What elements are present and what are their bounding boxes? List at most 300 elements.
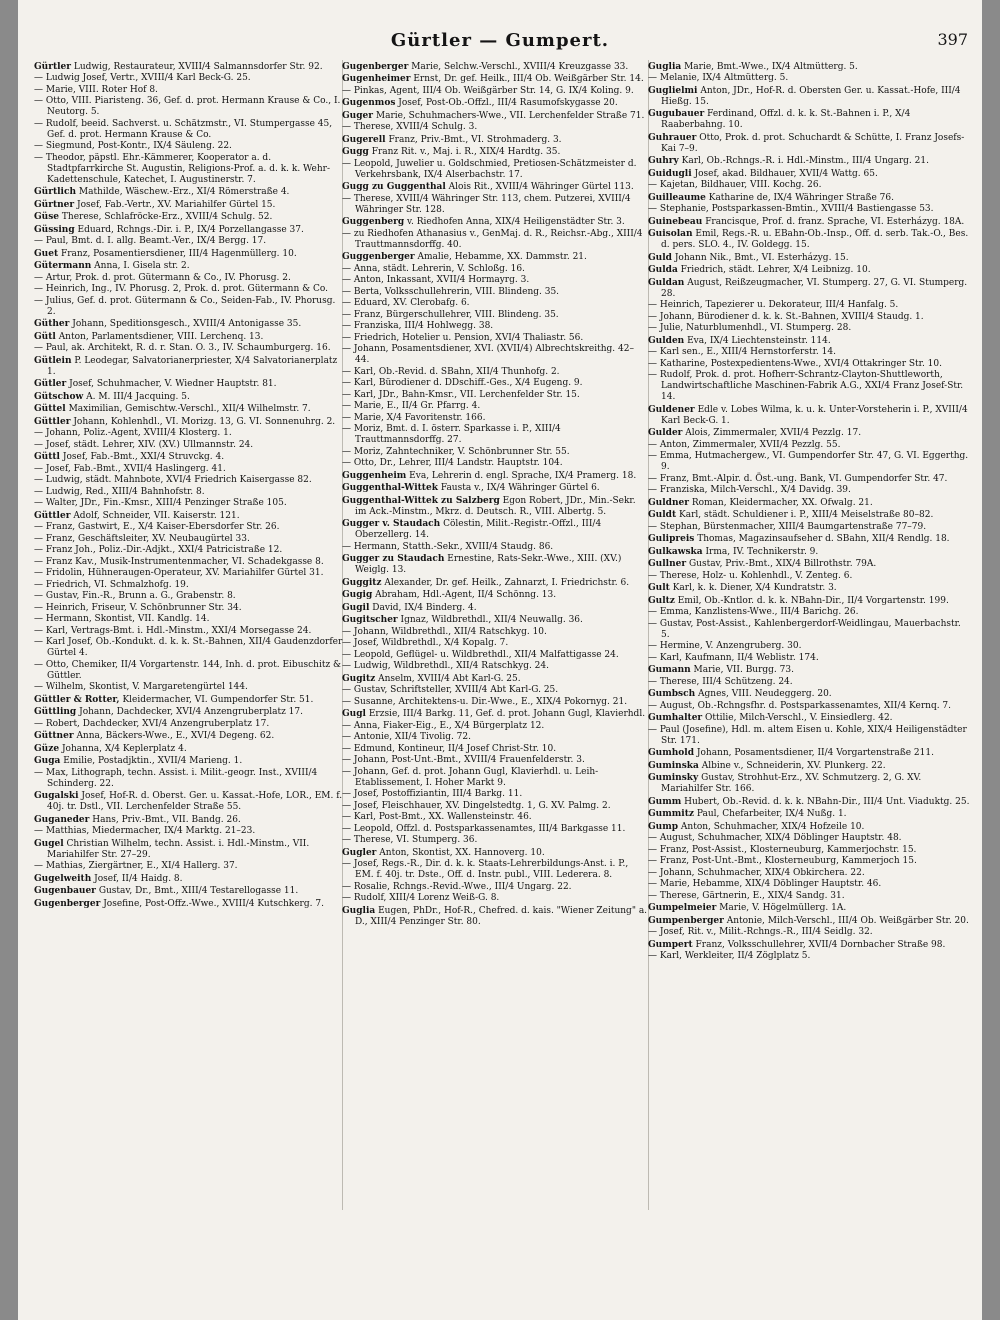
directory-entry — [648, 217, 970, 228]
entry-details: Eva, IX/4 Liechtensteinstr. 114. — [687, 335, 831, 346]
directory-entry — [342, 697, 648, 708]
directory-entry — [648, 534, 970, 545]
entry-surname: Gultz — [648, 595, 675, 606]
directory-entry — [648, 713, 970, 724]
directory-entry — [34, 534, 344, 545]
entry-details: — Artur, Prok. d. prot. Gütermann & Co., IV. Phorusg. 2. — [34, 272, 291, 283]
entry-details: Josef, II/4 Haidg. 8. — [94, 873, 183, 884]
directory-entry — [648, 359, 970, 370]
entry-details: — Therese, XVIII/4 Währinger Str. 113, chem. Putzerei, XVIII/4 Währinger Str. 128. — [342, 193, 631, 215]
directory-entry — [34, 522, 344, 533]
entry-details: Gustav, Strohhut-Erz., XV. Schmutzerg. 2, G. XV. Mariahilfer Str. 166. — [661, 773, 922, 794]
directory-entry — [342, 859, 648, 881]
entry-details: Ludwig, Restaurateur, XVIII/4 Salmannsdorfer Str. 92. — [73, 61, 323, 72]
entry-surname: Gummitz — [648, 809, 694, 819]
entry-details: — Paul, ak. Architekt, R. d. r. Stan. O. 3., IV. Schaumburgerg. 16. — [34, 343, 331, 353]
directory-entry — [342, 367, 648, 378]
entry-details: Franz, Posamentiersdiener, III/4 Hagenmüllerg. 10. — [61, 248, 297, 259]
entry-details: — Paul, Bmt. d. I. allg. Beamt.-Ver., IX/4 Bergg. 17. — [34, 236, 267, 246]
directory-entry — [34, 591, 344, 602]
entry-details: — Gustav, Schriftsteller, XVIII/4 Abt Karl-G. 25. — [342, 685, 559, 695]
directory-entry — [34, 707, 344, 718]
directory-entry — [34, 319, 344, 330]
directory-entry — [34, 85, 344, 96]
entry-surname: Gugg zu Guggenthal — [342, 182, 446, 192]
directory-entry — [34, 545, 344, 556]
entry-details: — Franz Kav., Musik-Instrumentenmacher, VI. Schadekgasse 8. — [34, 556, 324, 567]
entry-details: — Leopold, Offzl. d. Postsparkassenamtes, III/4 Barkgasse 11. — [342, 823, 626, 834]
directory-entry — [342, 483, 648, 494]
entry-details: Anton, Schuhmacher, XIX/4 Hofzeile 10. — [680, 821, 865, 832]
entry-surname: Güttel — [34, 404, 66, 414]
directory-entry — [648, 725, 970, 747]
entry-details: Franz, Volksschullehrer, XVII/4 Dornbacher Straße 98. — [695, 939, 946, 950]
entry-details: — Josef, städt. Lehrer, XIV. (XV.) Ullmannstr. 24. — [34, 439, 254, 450]
directory-entry — [34, 200, 344, 211]
entry-surname: Guidugli — [648, 168, 692, 179]
entry-surname: Güttler — [34, 510, 71, 521]
entry-details: Josefine, Post-Offz.-Wwe., XVIII/4 Kutschkerg. 7. — [103, 898, 324, 909]
directory-entry — [648, 665, 970, 676]
directory-entry — [34, 826, 344, 837]
entry-details: — Ludwig, Wildbrethdl., XII/4 Ratschkyg. 24. — [342, 661, 549, 671]
directory-entry — [34, 428, 344, 439]
entry-details: — Otto, Dr., Lehrer, III/4 Landstr. Hauptstr. 104. — [342, 458, 563, 468]
entry-surname: Guminsky — [648, 773, 699, 783]
directory-entry — [648, 797, 970, 808]
entry-details: — Susanne, Architektens-u. Dir.-Wwe., E., XIX/4 Pokornyg. 21. — [342, 696, 628, 707]
entry-surname: Guglia — [342, 905, 376, 916]
entry-surname: Gugitscher — [342, 615, 398, 625]
entry-surname: Gumbsch — [648, 689, 696, 699]
entry-details: — Theodor, päpstl. Ehr.-Kämmerer, Kooperator a. d. Stadtpfarrkirche St. Augustin, Religions-Prof. a. d. k. k. Wehr-Kadettenschule, Katechet, I. Augustinerstr. 7. — [34, 152, 331, 185]
directory-entry — [34, 273, 344, 284]
directory-entry — [342, 674, 648, 685]
directory-entry — [342, 287, 648, 298]
entry-details: — Ludwig, städt. Mahnbote, XVI/4 Friedrich Kaisergasse 82. — [34, 475, 312, 485]
directory-entry — [342, 62, 648, 73]
entry-surname: Guld — [648, 252, 672, 263]
entry-details: — Kajetan, Bildhauer, VIII. Kochg. 26. — [648, 180, 822, 190]
entry-surname: Gugler — [342, 847, 377, 858]
entry-surname: Gumpelmeier — [648, 903, 717, 913]
entry-surname: Guldan — [648, 277, 685, 288]
directory-entry — [34, 141, 344, 152]
directory-entry — [342, 264, 648, 275]
entry-surname: Gütlein — [34, 355, 72, 366]
directory-entry — [342, 590, 648, 601]
entry-details: Roman, Kleidermacher, XX. Ofwalg. 21. — [691, 497, 873, 508]
directory-entry — [34, 682, 344, 693]
entry-details: August, Reißzeugmacher, VI. Stumperg. 27, G. VI. Stumperg. 28. — [661, 277, 968, 299]
directory-entry — [34, 475, 344, 486]
entry-details: Christian Wilhelm, techn. Assist. i. Hdl.-Minstm., VII. Mariahilfer Str. 27–29. — [47, 838, 310, 860]
directory-entry — [648, 474, 970, 485]
directory-entry — [648, 347, 970, 358]
directory-entry — [648, 193, 970, 204]
entry-surname: Guisolan — [648, 229, 693, 239]
entry-details: — Karl Josef, Ob.-Kondukt. d. k. k. St.-Bahnen, XII/4 Gaudenzdorfer Gürtel 4. — [34, 637, 343, 658]
entry-details: Emil, Regs.-R. u. EBahn-Ob.-Insp., Off. d. serb. Tak.-O., Bes. d. pers. SLO. 4., IV. Goldegg. 15. — [661, 229, 969, 250]
entry-details: — Eduard, XV. Clerobafg. 6. — [342, 298, 470, 308]
entry-details: — Stephanie, Postsparkassen-Bmtin., XVIII/4 Bastiengasse 53. — [648, 204, 934, 214]
directory-entry — [342, 578, 648, 589]
entry-details: Thomas, Magazinsaufseher d. SBahn, XII/4 Rendlg. 18. — [697, 534, 950, 544]
entry-details: Franz Rit. v., Maj. i. R., XIX/4 Hardtg. 35. — [371, 147, 561, 157]
entry-details: P. Leodegar, Salvatorianerpriester, X/4 Salvatorianerplatz 1. — [47, 355, 338, 377]
entry-surname: Gumhold — [648, 748, 695, 758]
directory-entry — [648, 253, 970, 264]
entry-details: — Therese, Holz- u. Kohlenhdl., V. Zenteg. 6. — [648, 570, 853, 581]
entry-details: — Josef, Fab.-Bmt., XVII/4 Haslingerg. 41. — [34, 463, 226, 474]
directory-entry — [648, 927, 970, 938]
directory-entry — [648, 916, 970, 927]
directory-entry — [648, 336, 970, 347]
directory-entry — [342, 217, 648, 228]
directory-entry — [648, 265, 970, 276]
directory-entry — [342, 542, 648, 553]
entry-details: — Heinrich, Ing., IV. Phorusg. 2, Prok. d. prot. Gütermann & Co. — [34, 284, 328, 294]
entry-surname: Guet — [34, 248, 59, 259]
directory-entry — [34, 96, 344, 118]
entry-surname: Guggenberger — [342, 252, 415, 262]
entry-details: Mathilde, Wäschew.-Erz., XI/4 Römerstraße 4. — [78, 187, 290, 197]
entry-surname: Güssing — [34, 224, 75, 235]
entry-details: Hans, Priv.-Bmt., VII. Bandg. 26. — [92, 814, 241, 825]
entry-surname: Gütermann — [34, 261, 92, 271]
entry-details: Eduard, Rchngs.-Dir. i. P., IX/4 Porzellangasse 37. — [77, 224, 304, 235]
entry-details: — Antonie, XII/4 Tivolig. 72. — [342, 732, 471, 742]
entry-details: — Josef, Rit. v., Milit.-Rchngs.-R., III/4 Seidlg. 32. — [648, 927, 873, 937]
entry-surname: Guhry — [648, 156, 679, 166]
entry-details: — Otto, Chemiker, II/4 Vorgartenstr. 144, Inh. d. prot. Eibuschitz & Güttler. — [34, 659, 342, 681]
entry-details: — Franz, Post-Unt.-Bmt., Klosterneuburg, Kammerjoch 15. — [648, 856, 917, 866]
entry-details: — Hermann, Skontist, VII. Kandlg. 14. — [34, 614, 210, 624]
directory-entry — [342, 298, 648, 309]
entry-details: — Anton, Zimmermaler, XVII/4 Pezzlg. 55. — [648, 439, 841, 450]
entry-details: Therese, Schlafröcke-Erz., XVIII/4 Schulg. 52. — [61, 212, 273, 222]
entry-details: Marie, Bmt.-Wwe., IX/4 Altmütterg. 5. — [684, 61, 858, 72]
entry-details: — Franz, Bmt.-Alpir. d. Öst.-ung. Bank, VI. Gumpendorfer Str. 47. — [648, 473, 948, 484]
entry-details: — Johann, Posamentsdiener, XVI. (XVII/4) Albrechtskreithg. 42–44. — [342, 344, 634, 365]
directory-entry — [342, 812, 648, 823]
entry-details: — Marie, E., II/4 Gr. Pfarrg. 4. — [342, 401, 481, 411]
directory-entry — [342, 496, 648, 518]
directory-entry — [34, 261, 344, 272]
entry-details: Eugen, PhDr., Hof-R., Chefred. d. kais. "Wiener Zeitung" a. D., XIII/4 Penzinger Str. 80. — [355, 905, 648, 927]
entry-details: Josef, Fab.-Bmt., XXI/4 Struvckg. 4. — [62, 452, 225, 462]
directory-entry — [648, 641, 970, 652]
entry-details: Erzsie, III/4 Barkg. 11, Gef. d. prot. Johann Gugl, Klavierhdl. — [368, 709, 646, 719]
directory-entry — [648, 180, 970, 191]
entry-surname: Guglielmi — [648, 85, 698, 96]
entry-details: Karl, Ob.-Rchngs.-R. i. Hdl.-Minstm., III/4 Ungarg. 21. — [681, 156, 929, 166]
entry-surname: Gulkawska — [648, 546, 703, 557]
entry-surname: Gütschow — [34, 391, 84, 402]
entry-details: — Edmund, Kontineur, II/4 Josef Christ-Str. 10. — [342, 743, 557, 754]
entry-surname: Güttling — [34, 707, 77, 717]
directory-entry — [34, 249, 344, 260]
entry-details: — Franz Joh., Poliz.-Dir.-Adjkt., XXI/4 Patricistraße 12. — [34, 545, 283, 555]
entry-details: Maximilian, Gemischtw.-Verschl., XII/4 Wilhelmstr. 7. — [68, 404, 311, 414]
entry-details: — Rosalie, Rchngs.-Revid.-Wwe., III/4 Ungarg. 22. — [342, 881, 572, 892]
entry-details: — Rudolf, XIII/4 Lorenz Weiß-G. 8. — [342, 893, 500, 903]
directory-entry — [34, 284, 344, 295]
entry-surname: Gugel — [34, 838, 64, 849]
directory-entry — [342, 194, 648, 216]
entry-surname: Gugig — [342, 590, 373, 600]
entry-surname: Gugger zu Staudach — [342, 554, 445, 564]
entry-details: — Gustav, Post-Assist., Kahlenbergerdorf-Weidlingau, Mauerbachstr. 5. — [648, 618, 961, 640]
directory-entry — [34, 404, 344, 415]
directory-entry — [342, 413, 648, 424]
entry-surname: Gugenmos — [342, 98, 396, 108]
directory-entry — [648, 809, 970, 820]
directory-entry — [342, 789, 648, 800]
entry-surname: Guilleaume — [648, 192, 706, 203]
entry-details: Karl, städt. Schuldiener i. P., XIII/4 Meiselstraße 80–82. — [678, 510, 934, 520]
directory-entry — [342, 848, 648, 859]
entry-details: — Karl, JDr., Bahn-Kmsr., VII. Lerchenfelder Str. 15. — [342, 389, 580, 400]
directory-entry — [342, 906, 648, 928]
entry-surname: Guldener — [648, 404, 695, 415]
directory-entry — [342, 603, 648, 614]
entry-details: — Johann, Post-Unt.-Bmt., XVIII/4 Frauenfelderstr. 3. — [342, 755, 585, 765]
entry-details: Fausta v., IX/4 Währinger Gürtel 6. — [440, 483, 600, 493]
directory-entry — [648, 583, 970, 594]
directory-entry — [342, 122, 648, 133]
entry-details: — Karl, Bürodiener d. DDschiff.-Ges., X/4 Eugeng. 9. — [342, 378, 583, 388]
entry-details: Friedrich, städt. Lehrer, X/4 Leibnizg. 10. — [680, 265, 871, 275]
entry-details: Alois Rit., XVIII/4 Währinger Gürtel 113. — [448, 182, 634, 192]
entry-surname: Güther — [34, 319, 70, 329]
directory-entry — [342, 321, 648, 332]
directory-entry — [34, 768, 344, 790]
entry-details: Anton, Parlamentsdiener, VIII. Lerchenq. 13. — [58, 331, 264, 342]
directory-entry — [34, 839, 344, 861]
directory-entry — [34, 440, 344, 451]
directory-entry — [342, 709, 648, 720]
entry-details: — Siegmund, Post-Kontr., IX/4 Säuleng. 22. — [34, 141, 232, 151]
entry-surname: Gulipreis — [648, 534, 695, 544]
directory-entry — [342, 554, 648, 576]
directory-entry — [648, 879, 970, 890]
entry-details: — Robert, Dachdecker, XVI/4 Anzengruberplatz 17. — [34, 718, 270, 729]
entry-details: David, IX/4 Binderg. 4. — [372, 602, 477, 613]
directory-entry — [342, 458, 648, 469]
entry-details: Johann, Posamentsdiener, II/4 Vorgartenstraße 211. — [696, 748, 934, 758]
entry-details: — Franziska, Milch-Verschl., X/4 Davidg. 39. — [648, 485, 851, 495]
directory-entry — [342, 767, 648, 789]
entry-details: — Therese, VI. Stumperg. 36. — [342, 835, 478, 845]
directory-entry — [342, 471, 648, 482]
directory-entry — [34, 392, 344, 403]
directory-entry — [342, 447, 648, 458]
directory-entry — [34, 187, 344, 198]
entry-details: Agnes, VIII. Neudeggerg. 20. — [698, 689, 832, 699]
directory-entry — [648, 405, 970, 427]
entry-details: — Johann, Bürodiener d. k. k. St.-Bahnen, XVIII/4 Staudg. 1. — [648, 311, 924, 322]
directory-entry — [34, 744, 344, 755]
entry-details: — Friedrich, VI. Schmalzhofg. 19. — [34, 579, 189, 590]
entry-details: Amalie, Hebamme, XX. Dammstr. 21. — [417, 252, 587, 262]
entry-details: — Franz, Post-Assist., Klosterneuburg, Kammerjochstr. 15. — [648, 844, 917, 855]
entry-surname: Gumpenberger — [648, 915, 724, 926]
entry-surname: Gugger v. Staudach — [342, 519, 441, 529]
entry-details: — Therese, XVIII/4 Schulg. 3. — [342, 122, 478, 132]
entry-surname: Gugelweith — [34, 873, 92, 884]
entry-details: Johann, Speditionsgesch., XVIII/4 Antonigasse 35. — [72, 319, 302, 329]
entry-surname: Gürtner — [34, 199, 75, 210]
entry-details: — Johann, Schuhmacher, XIX/4 Obkirchera. 22. — [648, 867, 865, 878]
entry-surname: Gugenberger — [34, 898, 101, 909]
entry-details: — Josef, Postoffiziantin, III/4 Barkg. 11. — [342, 789, 523, 799]
directory-entry — [648, 86, 970, 108]
directory-entry — [342, 310, 648, 321]
entry-surname: Güse — [34, 212, 60, 222]
page-number: 397 — [937, 30, 968, 49]
directory-entry — [342, 801, 648, 812]
directory-entry — [648, 845, 970, 856]
entry-surname: Guger — [342, 110, 373, 121]
directory-entry — [648, 868, 970, 879]
entry-surname: Guggenthal-Wittek zu Salzberg — [342, 495, 500, 506]
directory-entry — [34, 332, 344, 343]
entry-details: — Karl, Werkleiter, II/4 Zöglplatz 5. — [648, 951, 811, 961]
directory-entry — [342, 519, 648, 541]
entry-details: Irma, IV. Technikerstr. 9. — [705, 546, 819, 557]
entry-details: — Josef, Wildbrethdl., X/4 Kopalg. 7. — [342, 638, 509, 648]
entry-details: Alexander, Dr. gef. Heilk., Zahnarzt, I. Friedrichstr. 6. — [384, 577, 630, 588]
directory-entry — [34, 626, 344, 637]
entry-details: — Marie, VIII. Roter Hof 8. — [34, 84, 158, 95]
directory-entry — [342, 650, 648, 661]
entry-surname: Gumpert — [648, 939, 693, 950]
entry-details: — Karl, Ob.-Revid. d. SBahn, XII/4 Thunhofg. 2. — [342, 366, 560, 377]
entry-details: Johann, Dachdecker, XVI/4 Anzengruberplatz 17. — [79, 707, 303, 717]
entry-details: Egon Robert, JDr., Min.-Sekr. im Ack.-Minstm., Mkrz. d. Deutsch. R., VIII. Albertg. 5. — [355, 495, 636, 517]
entry-surname: Guhrauer — [648, 132, 697, 143]
entry-surname: Gugerell — [342, 134, 386, 145]
entry-details: — Berta, Volksschullehrerin, VIII. Blindeng. 35. — [342, 286, 560, 297]
entry-details: Adolf, Schneider, VII. Kaiserstr. 121. — [73, 510, 240, 521]
entry-surname: Güttner — [34, 731, 74, 741]
directory-entry — [648, 278, 970, 300]
entry-details: — Pinkas, Agent, III/4 Ob. Weißgärber Str. 14, G. IX/4 Koling. 9. — [342, 85, 634, 96]
entry-details: — Katharine, Postexpedientens-Wwe., XVI/4 Ottakringer Str. 10. — [648, 358, 942, 369]
entry-details: Gustav, Dr., Bmt., XIII/4 Testarellogasse 11. — [98, 886, 299, 896]
directory-entry — [34, 756, 344, 767]
directory-entry — [648, 169, 970, 180]
entry-details: — Julie, Naturblumenhdl., VI. Stumperg. 28. — [648, 323, 852, 333]
entry-details: Abraham, Hdl.-Agent, II/4 Schönng. 13. — [375, 590, 557, 600]
entry-details: Antonie, Milch-Verschl., III/4 Ob. Weißgärber Str. 20. — [726, 915, 969, 926]
entry-details: Emil, Ob.-Kntlor. d. k. k. NBahn-Dir., II/4 Vorgartenstr. 199. — [677, 595, 949, 606]
entry-surname: Gürtler — [34, 61, 72, 72]
directory-entry — [648, 833, 970, 844]
directory-entry — [342, 135, 648, 146]
directory-entry — [34, 343, 344, 354]
directory-entry — [34, 580, 344, 591]
entry-surname: Guggenberg — [342, 217, 405, 227]
entry-surname: Gump — [648, 821, 679, 832]
directory-entry — [648, 428, 970, 439]
entry-surname: Gütl — [34, 331, 56, 342]
directory-entry — [34, 225, 344, 236]
directory-entry — [342, 74, 648, 85]
entry-details: — Julius, Gef. d. prot. Gütermann & Co., Seiden-Fab., IV. Phorusg. 2. — [34, 295, 336, 317]
entry-details: Kleidermacher, VI. Gumpendorfer Str. 51. — [122, 694, 314, 705]
directory-entry — [34, 119, 344, 141]
directory-entry — [648, 607, 970, 618]
entry-details: — August, Schuhmacher, XIX/4 Döblinger Hauptstr. 48. — [648, 833, 902, 843]
directory-entry — [342, 835, 648, 846]
entry-details: — Ludwig Josef, Vertr., XVIII/4 Karl Beck-G. 25. — [34, 73, 251, 83]
entry-details: Anton, Skontist, XX. Hannoverg. 10. — [379, 847, 545, 858]
entry-surname: Güze — [34, 743, 60, 754]
directory-entry — [342, 86, 648, 97]
entry-details: v. Riedhofen Anna, XIX/4 Heiligenstädter Str. 3. — [407, 217, 625, 227]
directory-entry — [648, 440, 970, 451]
entry-surname: Gult — [648, 583, 670, 593]
entry-details: Marie, V. Högelmüllerg. 1A. — [719, 903, 847, 913]
directory-entry — [34, 236, 344, 247]
entry-details: — Karl sen., E., XIII/4 Hernstorferstr. 14. — [648, 347, 836, 357]
directory-entry — [648, 903, 970, 914]
directory-entry — [342, 627, 648, 638]
directory-entry — [648, 701, 970, 712]
entry-details: Ignaz, Wildbrethdl., XII/4 Neuwallg. 36. — [400, 615, 583, 625]
entry-details: — Paul (Josefine), Hdl. m. altem Eisen u. Kohle, XIX/4 Heiligenstädter Str. 171. — [648, 724, 967, 746]
directory-entry — [34, 212, 344, 223]
entry-details: Anna, Bäckers-Wwe., E., XVI/4 Degeng. 62. — [76, 731, 275, 741]
directory-entry — [34, 886, 344, 897]
entry-surname: Gugil — [342, 602, 370, 613]
entry-details: — Therese, Gärtnerin, E., XIX/4 Sandg. 31. — [648, 890, 845, 901]
entry-details: Otto, Prok. d. prot. Schuchardt & Schütte, I. Franz Josefs-Kai 7–9. — [661, 132, 965, 154]
directory-entry — [34, 815, 344, 826]
directory-entry — [34, 899, 344, 910]
directory-entry — [342, 111, 648, 122]
entry-details: Alois, Zimmermaler, XVII/4 Pezzlg. 17. — [685, 428, 862, 438]
directory-entry — [34, 603, 344, 614]
entry-details: — Franziska, III/4 Hohlwegg. 38. — [342, 321, 494, 331]
directory-entry — [342, 333, 648, 344]
directory-entry — [342, 252, 648, 263]
entry-details: Ferdinand, Offzl. d. k. k. St.-Bahnen i. P., X/4 Raaberbahng. 10. — [661, 109, 911, 130]
directory-entry — [34, 464, 344, 475]
directory-entry — [648, 761, 970, 772]
directory-entry — [648, 940, 970, 951]
directory-entry — [34, 498, 344, 509]
entry-details: — Hermann, Statth.-Sekr., XVIII/4 Staudg. 86. — [342, 541, 554, 552]
directory-entry — [34, 874, 344, 885]
entry-details: Josef, Post-Ob.-Offzl., III/4 Rasumofskygasse 20. — [398, 98, 618, 108]
directory-entry — [342, 732, 648, 743]
directory-entry — [648, 571, 970, 582]
directory-entry — [34, 614, 344, 625]
directory-entry — [648, 951, 970, 962]
directory-entry — [34, 417, 344, 428]
entry-details: — Karl, Kaufmann, II/4 Weblistr. 174. — [648, 652, 819, 663]
entry-details: — Rudolf, Prok. d. prot. Hofherr-Schrantz-Clayton-Shuttleworth, Landwirtschaftliche Maschinen-Fabrik A.G., XXI/4 Franz Josef-Str. 14. — [648, 370, 964, 402]
entry-details: Josef, Schuhmacher, V. Wiedner Hauptstr. 81. — [69, 379, 277, 389]
directory-entry — [34, 296, 344, 318]
entry-details: — Josef, Fleischhauer, XV. Dingelstedtg. 1, G. XV. Palmg. 2. — [342, 800, 611, 811]
entry-surname: Guglia — [648, 61, 682, 72]
entry-details: — Friedrich, Hotelier u. Pension, XVI/4 Thaliastr. 56. — [342, 332, 584, 343]
entry-surname: Guggitz — [342, 577, 382, 588]
